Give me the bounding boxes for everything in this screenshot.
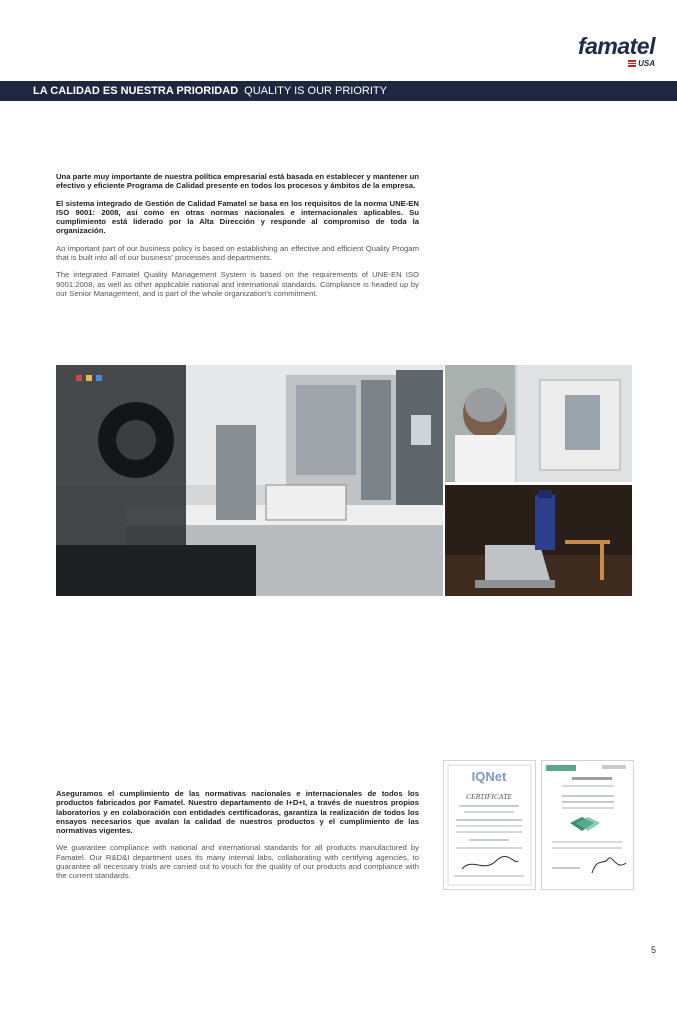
lab-photo-main — [56, 365, 443, 596]
quality-certificate — [541, 760, 634, 890]
iqnet-logo-text: IQNet — [471, 769, 507, 784]
logo-subtitle — [578, 59, 655, 68]
lab-photo-technician — [445, 365, 632, 482]
compliance-text — [56, 789, 419, 889]
intro-en-paragraph-2: The integrated Famatel Quality Management System is based on the requirements of UNE-EN ISO 9001:2008, as well as other applicable national and international standards. Compliance is headed up by our Senior Management, and is part of the whole organization's commitment. — [56, 270, 419, 298]
lab-photo-apparatus — [445, 485, 632, 596]
intro-es-paragraph-1: Una parte muy importante de nuestra política empresarial está basada en establecer y mantener un efectivo y eficiente Programa de Calidad presente en todos los procesos y ámbitos de la empresa. — [56, 172, 419, 191]
certificate-title-text: CERTIFICATE — [466, 792, 512, 801]
compliance-en-paragraph: We guarantee compliance with national and international standards for all products manufactured by Famatel. Our R&D&I department uses its many internal labs, collaborating with certifying agencies, to guarantee all necessary trials are carried out to vouch for the quality of our products and compliance with the current standards. — [56, 843, 419, 881]
logo-wordmark: famatel — [577, 33, 655, 59]
page-number: 5 — [650, 945, 656, 955]
iqnet-certificate — [443, 760, 536, 890]
compliance-es-paragraph: Aseguramos el cumplimiento de las normativas nacionales e internacionales de todos los productos fabricados por Famatel. Nuestro departamento de I+D+I, a través de nuestros propios laboratorios y en colaboración con entidades certificadoras, garantiza la realización de todos los ensayos necesarios que avalan la calidad de nuestros productos y el cumplimiento de las normativas vigentes. — [56, 789, 419, 836]
page-title-en: QUALITY IS OUR PRIORITY — [244, 85, 387, 97]
intro-es-paragraph-2: El sistema integrado de Gestión de Calidad Famatel se basa en los requisitos de la norma UNE-EN ISO 9001: 2008, así como en otras normas nacionales e internacionales aplicables. Su cumplimiento está liderado por la Alta Dirección y responde al compromiso de toda la organización. — [56, 198, 419, 236]
intro-text — [56, 172, 419, 306]
famatel-logo — [578, 35, 655, 68]
logo-sub-text: USA — [638, 59, 655, 68]
header-band — [0, 81, 677, 101]
page-title-es: LA CALIDAD ES NUESTRA PRIORIDAD — [33, 85, 239, 97]
intro-en-paragraph-1: An important part of our business policy is based on establishing an effective and efficient Quality Progam that is built into all of our business' processes and departments. — [56, 243, 419, 263]
logo-bars-icon — [628, 59, 636, 68]
